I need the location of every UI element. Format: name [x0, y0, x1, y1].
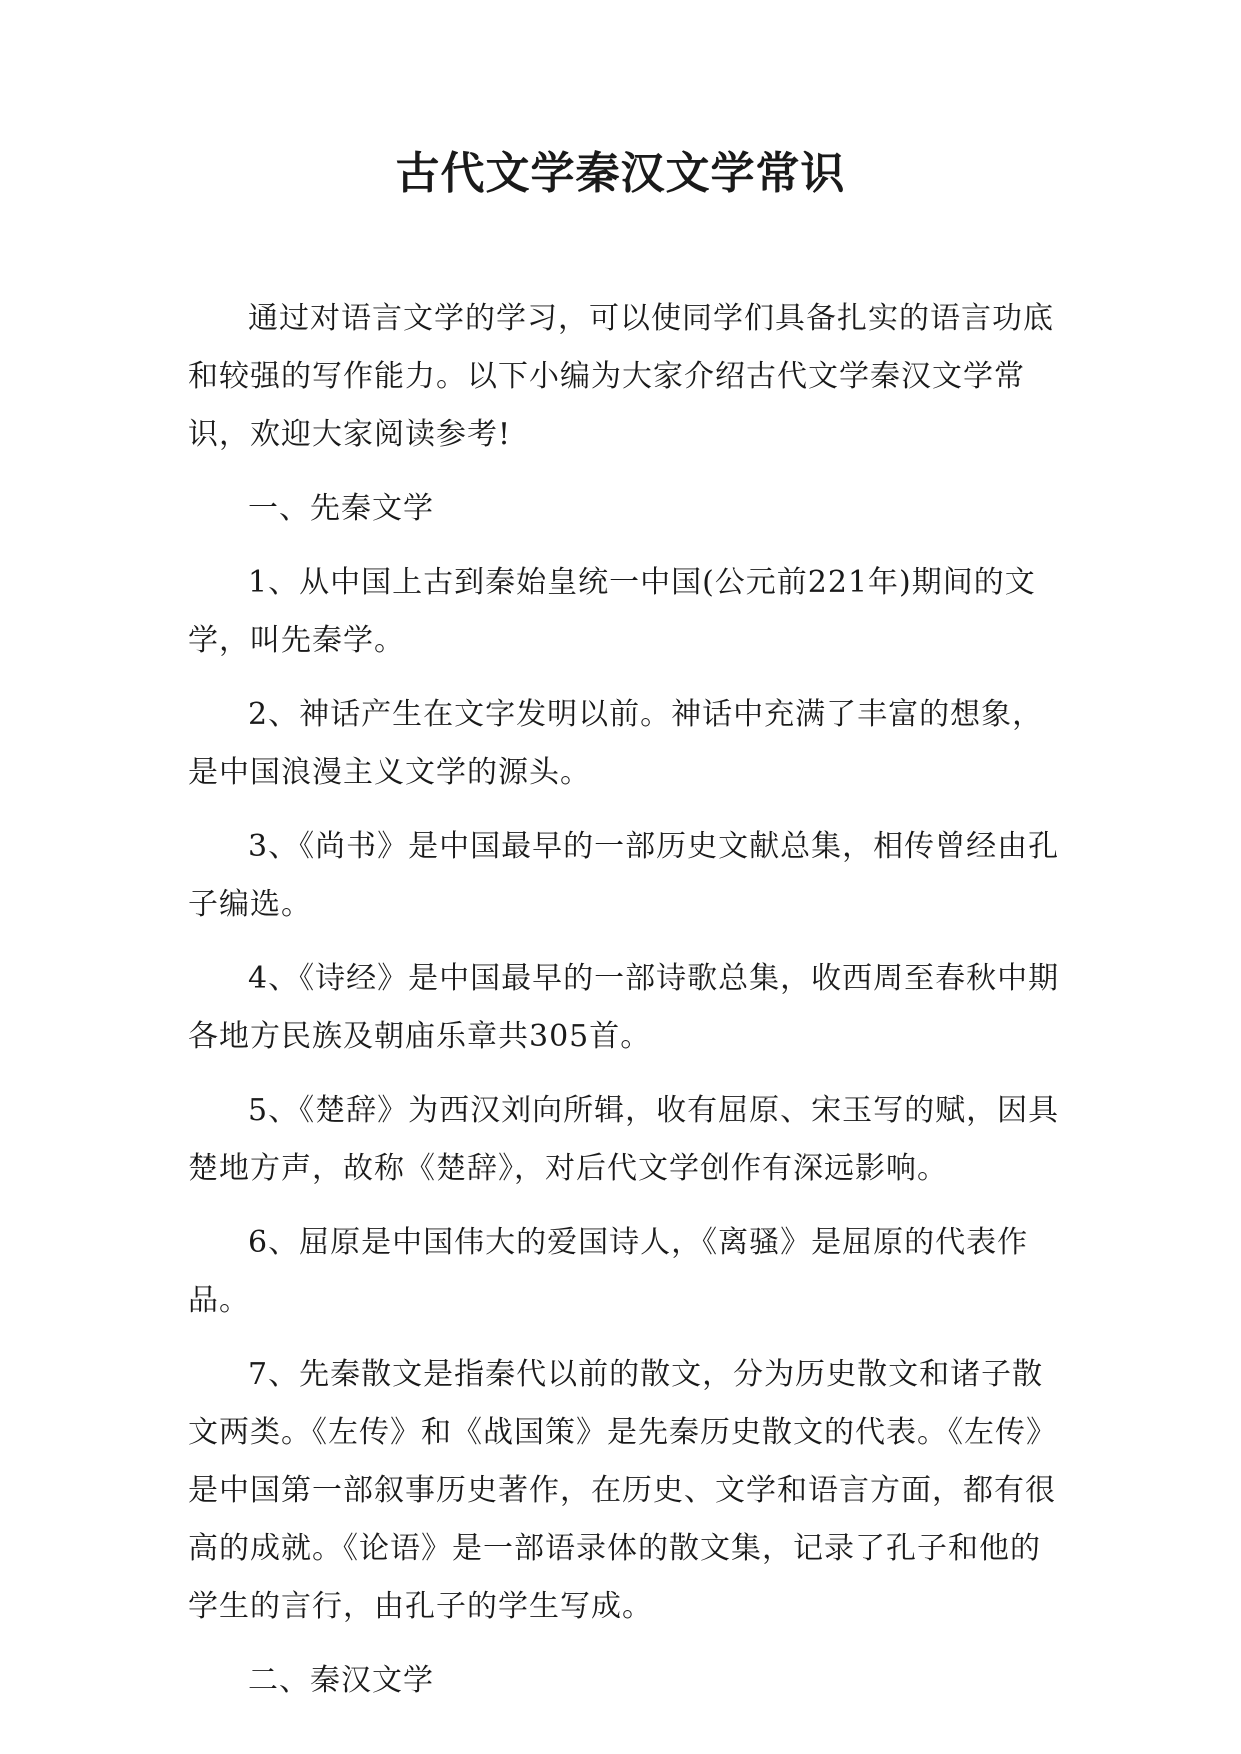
list-item: 1、从中国上古到秦始皇统一中国(公元前221年)期间的文学，叫先秦学。: [188, 565, 1036, 658]
document-body: [188, 290, 1068, 1726]
list-item: 7、先秦散文是指秦代以前的散文，分为历史散文和诸子散文两类。《左传》和《战国策》是先秦历史散文的代表。《左传》是中国第一部叙事历史著作，在历史、文学和语言方面，都有很高的成就。《论语》是一部语录体的散文集，记录了孔子和他的学生的言行，由孔子的学生写成。: [188, 1357, 1057, 1624]
intro-paragraph: 通过对语言文学的学习，可以使同学们具备扎实的语言功底和较强的写作能力。以下小编为大家介绍古代文学秦汉文学常识，欢迎大家阅读参考!: [188, 301, 1054, 452]
list-item: 5、《楚辞》为西汉刘向所辑，收有屈原、宋玉写的赋，因具楚地方声，故称《楚辞》，对后代文学创作有深远影响。: [188, 1093, 1060, 1186]
list-item: 6、屈原是中国伟大的爱国诗人，《离骚》是屈原的代表作品。: [188, 1225, 1029, 1318]
section-heading-qin-han: 二、秦汉文学: [248, 1663, 434, 1698]
list-item: 3、《尚书》是中国最早的一部历史文献总集，相传曾经由孔子编选。: [188, 829, 1060, 922]
section-heading-pre-qin: 一、先秦文学: [248, 491, 434, 526]
list-item: 4、《诗经》是中国最早的一部诗歌总集，收西周至春秋中期各地方民族及朝庙乐章共305首。: [188, 961, 1060, 1054]
list-item: 2、神话产生在文字发明以前。神话中充满了丰富的想象，是中国浪漫主义文学的源头。: [188, 697, 1044, 790]
page-title: 古代文学秦汉文学常识: [395, 148, 846, 199]
